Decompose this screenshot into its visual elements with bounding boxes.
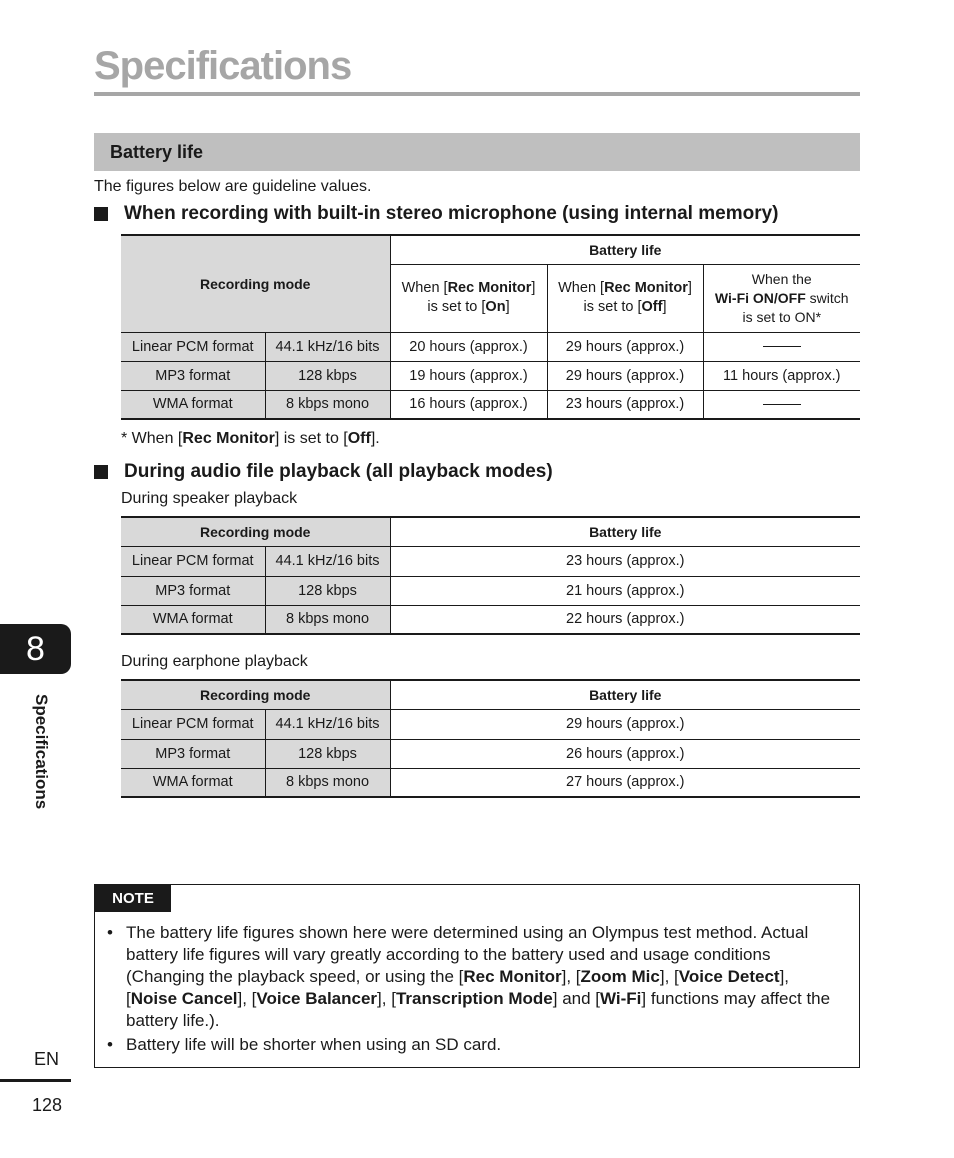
section-title: Battery life	[110, 142, 204, 162]
recording-heading	[94, 203, 779, 225]
header-rec-monitor-off: When [Rec Monitor] is set to [Off]	[547, 264, 703, 332]
header-rec-monitor-on: When [Rec Monitor] is set to [On]	[390, 264, 547, 332]
header-battery-life: Battery life	[390, 680, 860, 709]
chapter-label: Specifications	[32, 694, 51, 810]
cell-wifi-dash	[703, 390, 860, 419]
cell-format: MP3 format	[121, 361, 265, 390]
page-title: Specifications	[94, 44, 352, 88]
note-box	[94, 884, 860, 1068]
earphone-battery-table	[121, 679, 860, 798]
header-recording-mode: Recording mode	[121, 517, 390, 546]
bullet-icon: •	[107, 1035, 113, 1054]
footnote: * When [Rec Monitor] is set to [Off].	[121, 430, 380, 447]
cell-off: 23 hours (approx.)	[547, 390, 703, 419]
table-row	[121, 739, 860, 768]
square-bullet-icon	[94, 465, 108, 479]
speaker-battery-table	[121, 516, 860, 635]
cell-format: Linear PCM format	[121, 546, 265, 576]
table-row	[121, 709, 860, 739]
cell-spec: 8 kbps mono	[265, 768, 390, 797]
cell-format: Linear PCM format	[121, 332, 265, 361]
list-item: • Battery life will be shorter when using an SD card.	[107, 1035, 502, 1054]
cell-format: WMA format	[121, 605, 265, 634]
list-item: • The battery life figures shown here were determined using an Olympus test method. Actual battery life figures will vary greatly according to the battery used and usage conditions (Changing the playback speed, or using the [Rec Monitor], [Zoom Mic], [Voice Detect], [Noise Cancel], [Voice Balancer], [Transcription Mode] and [Wi-Fi] functions may affect the battery life.).	[107, 923, 831, 1030]
header-recording-mode: Recording mode	[121, 680, 390, 709]
page-number: 128	[32, 1095, 63, 1115]
cell-on: 19 hours (approx.)	[390, 361, 547, 390]
header-battery-life: Battery life	[390, 235, 860, 264]
earphone-label: During earphone playback	[121, 653, 308, 670]
square-bullet-icon	[94, 207, 108, 221]
recording-heading-text: When recording with built-in stereo microphone (using internal memory)	[124, 203, 779, 224]
playback-heading	[94, 461, 553, 483]
note-list	[107, 922, 837, 1056]
cell-format: WMA format	[121, 768, 265, 797]
cell-spec: 44.1 kHz/16 bits	[265, 709, 390, 739]
cell-spec: 128 kbps	[265, 576, 390, 605]
dash-mark	[763, 404, 801, 405]
cell-on: 20 hours (approx.)	[390, 332, 547, 361]
speaker-label: During speaker playback	[121, 490, 298, 507]
cell-life: 27 hours (approx.)	[390, 768, 860, 797]
title-rule	[94, 92, 860, 96]
cell-format: MP3 format	[121, 739, 265, 768]
cell-wifi-dash	[703, 332, 860, 361]
recording-battery-table	[121, 234, 860, 420]
table-row	[121, 332, 860, 361]
cell-on: 16 hours (approx.)	[390, 390, 547, 419]
cell-format: MP3 format	[121, 576, 265, 605]
cell-spec: 44.1 kHz/16 bits	[265, 332, 390, 361]
cell-life: 22 hours (approx.)	[390, 605, 860, 634]
dash-mark	[763, 346, 801, 347]
table-row	[121, 361, 860, 390]
language-label: EN	[34, 1049, 60, 1069]
cell-spec: 128 kbps	[265, 739, 390, 768]
intro-text: The figures below are guideline values.	[94, 178, 372, 195]
cell-spec: 8 kbps mono	[265, 605, 390, 634]
cell-format: Linear PCM format	[121, 709, 265, 739]
header-battery-life: Battery life	[390, 517, 860, 546]
cell-life: 29 hours (approx.)	[390, 709, 860, 739]
table-row	[121, 546, 860, 576]
chapter-tab: 8	[0, 624, 71, 674]
table-row	[121, 768, 860, 797]
table-row	[121, 605, 860, 634]
cell-life: 23 hours (approx.)	[390, 546, 860, 576]
cell-off: 29 hours (approx.)	[547, 361, 703, 390]
bullet-icon: •	[107, 923, 113, 942]
footer-rule	[0, 1079, 71, 1082]
cell-spec: 128 kbps	[265, 361, 390, 390]
cell-format: WMA format	[121, 390, 265, 419]
cell-life: 26 hours (approx.)	[390, 739, 860, 768]
note-tag: NOTE	[95, 885, 171, 912]
section-bar	[94, 133, 860, 171]
header-wifi-on: When the Wi-Fi ON/OFF switch is set to ON*	[703, 264, 860, 332]
playback-heading-text: During audio file playback (all playback modes)	[124, 461, 553, 482]
cell-life: 21 hours (approx.)	[390, 576, 860, 605]
cell-off: 29 hours (approx.)	[547, 332, 703, 361]
cell-wifi: 11 hours (approx.)	[703, 361, 860, 390]
cell-spec: 8 kbps mono	[265, 390, 390, 419]
table-row	[121, 576, 860, 605]
table-row	[121, 390, 860, 419]
cell-spec: 44.1 kHz/16 bits	[265, 546, 390, 576]
header-recording-mode: Recording mode	[121, 235, 390, 332]
